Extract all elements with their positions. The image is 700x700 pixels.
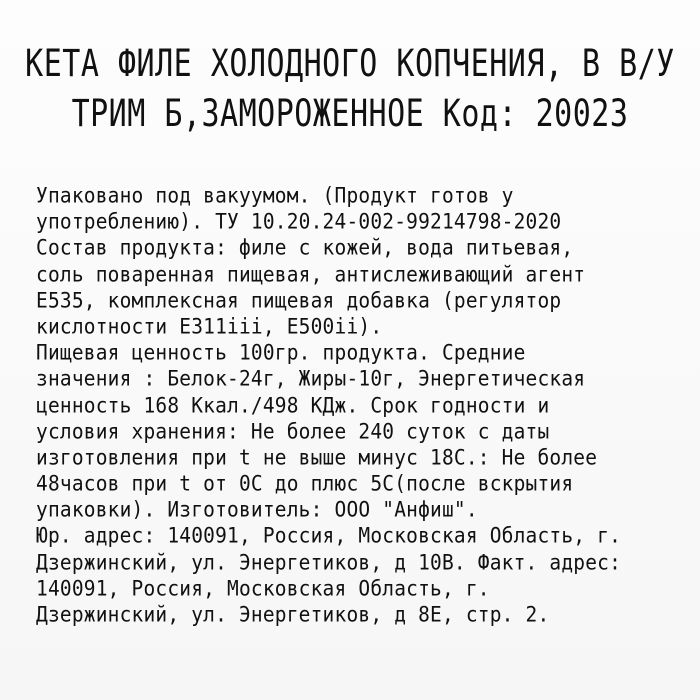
description-line: Юр. адрес: 140091, Россия, Московская Область, г. — [36, 523, 622, 549]
product-description — [36, 182, 686, 627]
description-line: Пищевая ценность 100гр. продукта. Средние — [36, 340, 526, 366]
description-line: изготовления при t не выше минус 18С.: Не более — [36, 444, 598, 470]
description-line: упаковки). Изготовитель: ООО "Анфиш". — [36, 497, 478, 523]
description-line: Е535, комплексная пищевая добавка (регулятор — [36, 287, 562, 313]
description-line: Упаковано под вакуумом. (Продукт готов у — [36, 183, 514, 208]
description-line: Дзержинский, ул. Энергетиков, д 10В. Факт. адрес: — [36, 549, 622, 575]
description-line: употреблению). ТУ 10.20.24-002-99214798-2020 — [36, 209, 562, 235]
product-title-line-1: КЕТА ФИЛЕ ХОЛОДНОГО КОПЧЕНИЯ, В В/У — [25, 42, 675, 86]
description-line: условия хранения: Не более 240 суток с даты — [36, 418, 550, 444]
description-line: 48часов при t от 0С до плюс 5С(после вскрытия — [36, 471, 574, 496]
description-line: значения : Белок-24г, Жиры-10г, Энергетическая — [36, 366, 586, 392]
description-line: Состав продукта: филе с кожей, вода питьевая, — [36, 235, 574, 261]
description-line: Дзержинский, ул. Энергетиков, д 8Е, стр. 2. — [36, 602, 550, 627]
description-line: ценность 168 Ккал./498 КДж. Срок годности и — [36, 392, 550, 418]
product-title-line-2: ТРИМ Б,ЗАМОРОЖЕННОЕ Код: 20023 — [71, 92, 629, 136]
description-line: 140091, Россия, Московская Область, г. — [36, 575, 490, 601]
description-line: кислотности Е311iii, Е500ii). — [36, 314, 383, 339]
description-line: соль поваренная пищевая, антислеживающий агент — [36, 261, 586, 287]
